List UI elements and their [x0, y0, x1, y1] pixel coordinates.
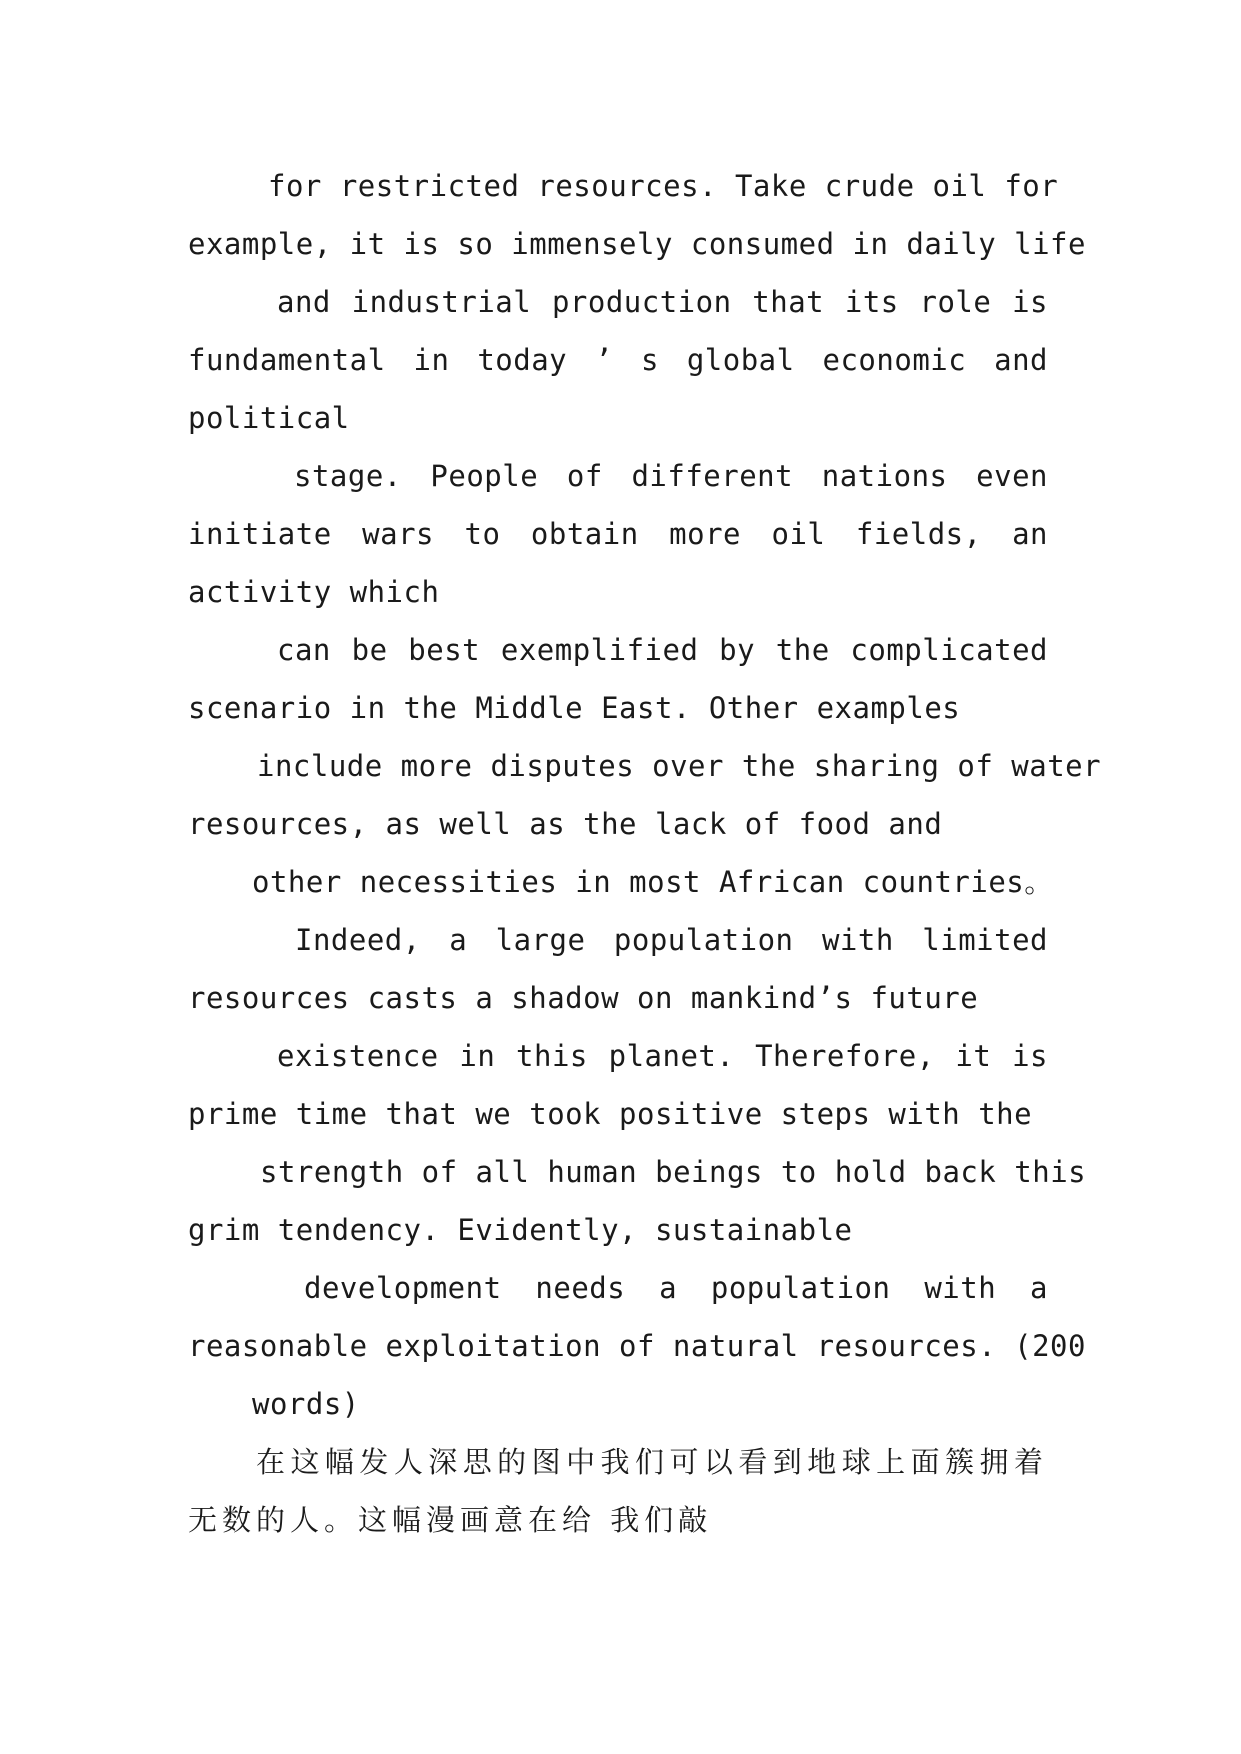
text-line: existence in this planet. Therefore, it is [277, 1039, 1048, 1073]
text-line: 在这幅发人深思的图中我们可以看到地球上面簇拥着 [256, 1445, 1048, 1479]
text-line: resources, as well as the lack of food and [188, 807, 943, 841]
text-line: development needs a population with a [304, 1271, 1048, 1305]
text-line: resources casts a shadow on mankind’s future [188, 981, 979, 1015]
text-line: activity which [188, 575, 440, 609]
text-line: initiate wars to obtain more oil fields, an [188, 517, 1048, 551]
text-line: reasonable exploitation of natural resources. (200 [188, 1329, 1086, 1363]
text-line: Indeed, a large population with limited [295, 923, 1048, 957]
text-line: political [188, 401, 350, 435]
text-line: grim tendency. Evidently, sustainable [188, 1213, 853, 1247]
text-line: stage. People of different nations even [294, 459, 1048, 493]
text-line: include more disputes over the sharing of water [257, 749, 1102, 783]
text-line: prime time that we took positive steps with the [188, 1097, 1033, 1131]
text-line: and industrial production that its role is [277, 285, 1048, 319]
text-line: words) [252, 1387, 360, 1421]
text-line: fundamental in today ’ s global economic and [188, 343, 1048, 377]
text-line: strength of all human beings to hold back this [260, 1155, 1087, 1189]
text-line: 无数的人。这幅漫画意在给 我们敲 [188, 1503, 713, 1537]
text-line: can be best exemplified by the complicated [277, 633, 1048, 667]
text-line: for restricted resources. Take crude oil for [268, 169, 1059, 203]
text-line: scenario in the Middle East. Other examples [188, 691, 961, 725]
text-line: other necessities in most African countries。 [252, 865, 1054, 899]
text-line: example, it is so immensely consumed in daily life [188, 227, 1086, 261]
